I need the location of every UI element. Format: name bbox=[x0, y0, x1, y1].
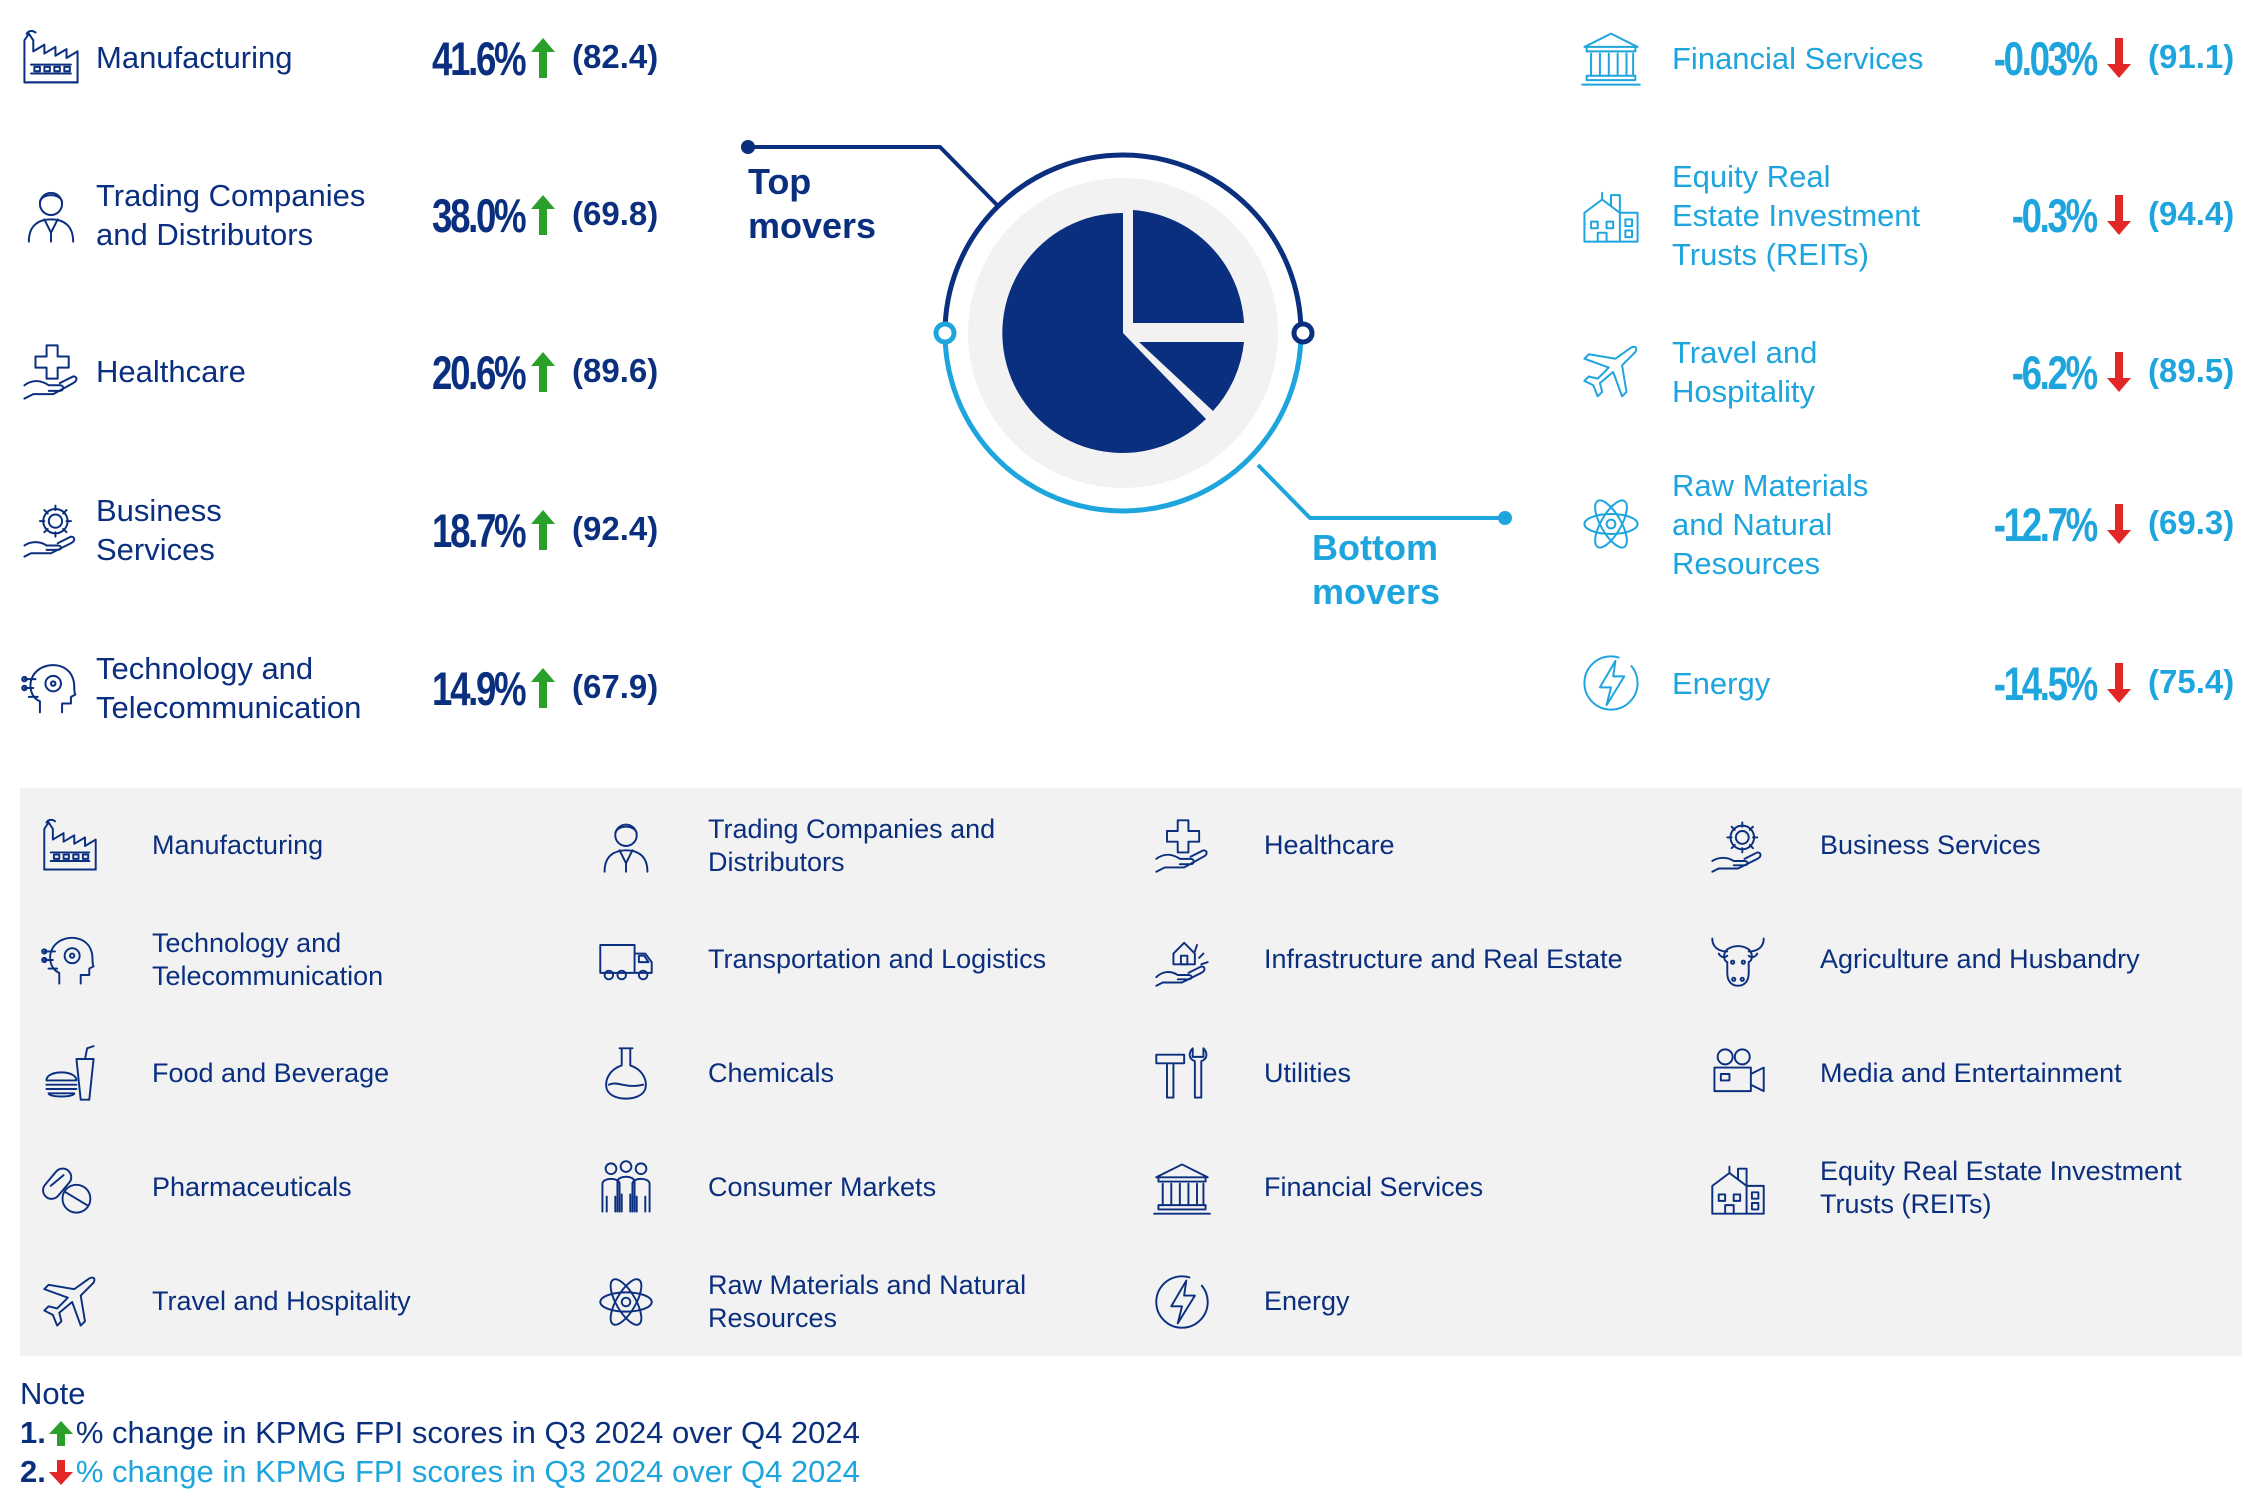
bottom-movers-title bbox=[1312, 526, 1440, 614]
bottom-mover-score: (91.1) bbox=[2148, 38, 2235, 75]
legend-label bbox=[1820, 1155, 2182, 1221]
gear-hand-icon bbox=[20, 499, 82, 561]
top-mover-percent: 18.7% bbox=[431, 503, 524, 557]
top-mover-change bbox=[406, 344, 524, 400]
legend-label bbox=[1264, 1285, 1350, 1318]
note-line1-number: 1. bbox=[20, 1415, 46, 1450]
top-mover-label bbox=[96, 491, 222, 569]
top-mover-label-line1: Technology and bbox=[96, 651, 314, 686]
legend-label-line1: Food and Beverage bbox=[152, 1058, 390, 1088]
bottom-mover-change bbox=[1965, 30, 2096, 86]
legend-label bbox=[708, 813, 995, 879]
note-title: Note bbox=[20, 1376, 86, 1411]
red-down-arrow-icon bbox=[46, 1457, 76, 1487]
legend-label bbox=[1820, 1057, 2122, 1090]
top-mover-percent: 14.9% bbox=[431, 661, 524, 715]
green-up-arrow-icon bbox=[530, 350, 556, 394]
legend-label-line1: Manufacturing bbox=[152, 830, 324, 860]
bottom-mover-label-line3: Resources bbox=[1672, 545, 1821, 581]
bottom-mover-score: (89.5) bbox=[2148, 352, 2235, 389]
bottom-mover-label bbox=[1672, 664, 1770, 703]
atom-icon bbox=[596, 1272, 656, 1332]
bottom-mover-change bbox=[1988, 344, 2096, 400]
bottom-movers-title-line1: Bottom bbox=[1312, 527, 1438, 568]
airplane-icon bbox=[40, 1272, 100, 1332]
top-mover-label-line1: Business bbox=[96, 493, 222, 528]
top-mover-label bbox=[96, 176, 365, 254]
red-down-arrow-icon bbox=[2106, 661, 2132, 705]
top-mover-label-line2: and Distributors bbox=[96, 217, 314, 252]
top-mover-label-line1: Trading Companies bbox=[96, 178, 366, 213]
top-mover-percent: 41.6% bbox=[431, 31, 524, 85]
legend-label bbox=[1820, 943, 2140, 976]
bank-icon bbox=[1152, 1158, 1212, 1218]
pills-icon bbox=[40, 1158, 100, 1218]
lightning-icon bbox=[1580, 652, 1642, 714]
legend-label bbox=[1264, 943, 1623, 976]
green-up-arrow-icon bbox=[46, 1418, 76, 1448]
note-section bbox=[20, 1374, 860, 1491]
note-line-up bbox=[20, 1413, 860, 1452]
bottom-mover-label bbox=[1672, 157, 1920, 274]
bottom-mover-change bbox=[1965, 496, 2096, 552]
bottom-mover-change bbox=[1988, 187, 2096, 243]
people-group-icon bbox=[596, 1158, 656, 1218]
red-down-arrow-icon bbox=[2106, 350, 2132, 394]
bottom-mover-label-line2: Hospitality bbox=[1672, 374, 1815, 409]
bottom-mover-label bbox=[1672, 333, 1817, 411]
bottom-mover-score: (69.3) bbox=[2148, 504, 2235, 541]
top-movers-title-line1: Top bbox=[748, 161, 812, 202]
legend-label-line1: Media and Entertainment bbox=[1820, 1058, 2122, 1088]
person-icon bbox=[20, 184, 82, 246]
bank-icon bbox=[1580, 27, 1642, 89]
person-icon bbox=[596, 816, 656, 876]
legend-label-line1: Business Services bbox=[1820, 830, 2041, 860]
legend-label bbox=[1264, 1171, 1483, 1204]
top-mover-arrow bbox=[530, 350, 556, 399]
bottom-mover-label-line1: Equity Real bbox=[1672, 158, 1831, 194]
bottom-mover-arrow bbox=[2106, 193, 2132, 242]
legend-label-line1: Equity Real Estate Investment bbox=[1820, 1156, 2182, 1186]
legend-label-line1: Agriculture and Husbandry bbox=[1820, 944, 2140, 974]
top-mover-percent: 38.0% bbox=[431, 188, 524, 242]
legend-label bbox=[152, 829, 323, 862]
red-down-arrow-icon bbox=[2106, 36, 2132, 80]
bottom-mover-label bbox=[1672, 466, 1868, 583]
top-mover-label bbox=[96, 352, 246, 391]
truck-icon bbox=[596, 930, 656, 990]
note-line1-text: % change in KPMG FPI scores in Q3 2024 over Q4 2024 bbox=[75, 1415, 860, 1450]
green-up-arrow-icon bbox=[530, 508, 556, 552]
legend-label bbox=[152, 1057, 389, 1090]
airplane-icon bbox=[1580, 341, 1642, 403]
legend-label-line2: Telecommunication bbox=[152, 961, 384, 991]
bottom-mover-label bbox=[1672, 39, 1924, 78]
bottom-mover-score: (75.4) bbox=[2148, 663, 2235, 700]
bottom-mover-percent: -14.5% bbox=[1993, 656, 2096, 710]
lightning-icon bbox=[1152, 1272, 1212, 1332]
top-movers-title bbox=[748, 160, 876, 248]
bottom-mover-change bbox=[1965, 655, 2096, 711]
top-mover-percent: 20.6% bbox=[431, 345, 524, 399]
legend-label-line2: Distributors bbox=[708, 847, 845, 877]
green-up-arrow-icon bbox=[530, 36, 556, 80]
legend-label bbox=[1264, 829, 1395, 862]
note-line-down bbox=[20, 1452, 860, 1491]
bottom-movers-title-line2: movers bbox=[1312, 571, 1441, 612]
bottom-mover-label-line1: Energy bbox=[1672, 665, 1771, 701]
tools-icon bbox=[1152, 1044, 1212, 1104]
legend-label-line2: Resources bbox=[708, 1303, 838, 1333]
red-down-arrow-icon bbox=[2106, 502, 2132, 546]
top-mover-score: (89.6) bbox=[572, 352, 659, 389]
legend-label-line1: Raw Materials and Natural bbox=[708, 1270, 1027, 1300]
bull-icon bbox=[1708, 930, 1768, 990]
legend-label-line2: Trusts (REITs) bbox=[1820, 1189, 1992, 1219]
factory-icon bbox=[40, 816, 100, 876]
legend-label bbox=[152, 1171, 352, 1204]
house-hand-icon bbox=[1152, 930, 1212, 990]
atom-icon bbox=[1580, 493, 1642, 555]
legend-label bbox=[1264, 1057, 1351, 1090]
legend-label-line1: Infrastructure and Real Estate bbox=[1264, 944, 1623, 974]
legend-label-line1: Chemicals bbox=[708, 1058, 835, 1088]
tech-head-icon bbox=[40, 930, 100, 990]
bottom-mover-label-line3: Trusts (REITs) bbox=[1672, 236, 1869, 272]
bottom-mover-percent: -0.3% bbox=[2011, 188, 2096, 242]
healthcare-hand-icon bbox=[20, 341, 82, 403]
top-mover-label-line1: Healthcare bbox=[96, 354, 246, 389]
top-mover-change bbox=[406, 30, 524, 86]
legend-label bbox=[708, 1269, 1026, 1335]
note-line2-number: 2. bbox=[20, 1454, 46, 1489]
bottom-mover-label-line1: Financial Services bbox=[1672, 40, 1924, 76]
legend-label-line1: Healthcare bbox=[1264, 830, 1395, 860]
green-up-arrow-icon bbox=[530, 193, 556, 237]
legend-label-line1: Transportation and Logistics bbox=[708, 944, 1047, 974]
top-mover-score: (67.9) bbox=[572, 668, 659, 705]
bottom-mover-label-line1: Travel and bbox=[1672, 335, 1818, 370]
top-mover-change bbox=[406, 502, 524, 558]
gear-hand-icon bbox=[1708, 816, 1768, 876]
legend-label-line1: Travel and Hospitality bbox=[152, 1286, 411, 1316]
top-mover-change bbox=[406, 187, 524, 243]
bottom-mover-label-line2: Estate Investment bbox=[1672, 197, 1921, 233]
top-mover-label-line2: Telecommunication bbox=[96, 690, 362, 725]
top-mover-label bbox=[96, 38, 292, 77]
legend-label-line1: Financial Services bbox=[1264, 1172, 1484, 1202]
top-mover-score: (82.4) bbox=[572, 38, 659, 75]
legend-label bbox=[708, 943, 1046, 976]
legend-label-line1: Pharmaceuticals bbox=[152, 1172, 352, 1202]
bottom-mover-percent: -12.7% bbox=[1993, 497, 2096, 551]
legend-label bbox=[1820, 829, 2041, 862]
bottom-mover-arrow bbox=[2106, 661, 2132, 710]
sector-legend bbox=[20, 788, 2242, 1356]
tech-head-icon bbox=[20, 657, 82, 719]
legend-label bbox=[152, 927, 383, 993]
top-mover-arrow bbox=[530, 508, 556, 557]
legend-label bbox=[708, 1171, 936, 1204]
bottom-mover-arrow bbox=[2106, 350, 2132, 399]
legend-label-line1: Energy bbox=[1264, 1286, 1350, 1316]
flask-icon bbox=[596, 1044, 656, 1104]
bottom-mover-arrow bbox=[2106, 502, 2132, 551]
healthcare-hand-icon bbox=[1152, 816, 1212, 876]
bottom-mover-percent: -0.03% bbox=[1993, 31, 2096, 85]
legend-label-line1: Technology and bbox=[152, 928, 342, 958]
legend-label bbox=[152, 1285, 411, 1318]
legend-label bbox=[708, 1057, 834, 1090]
red-down-arrow-icon bbox=[2106, 193, 2132, 237]
bottom-mover-score: (94.4) bbox=[2148, 195, 2235, 232]
note-line2-text: % change in KPMG FPI scores in Q3 2024 over Q4 2024 bbox=[75, 1454, 860, 1489]
factory-icon bbox=[20, 27, 82, 89]
top-movers-title-line2: movers bbox=[748, 205, 877, 246]
legend-label-line1: Consumer Markets bbox=[708, 1172, 937, 1202]
house-building-icon bbox=[1708, 1158, 1768, 1218]
top-mover-label-line2: Services bbox=[96, 532, 215, 567]
bottom-mover-label-line2: and Natural bbox=[1672, 506, 1833, 542]
top-mover-arrow bbox=[530, 193, 556, 242]
top-mover-arrow bbox=[530, 36, 556, 85]
house-building-icon bbox=[1580, 184, 1642, 246]
top-mover-label-line1: Manufacturing bbox=[96, 40, 293, 75]
bottom-mover-arrow bbox=[2106, 36, 2132, 85]
green-up-arrow-icon bbox=[530, 666, 556, 710]
top-mover-label bbox=[96, 649, 361, 727]
bottom-mover-label-line1: Raw Materials bbox=[1672, 467, 1869, 503]
top-mover-score: (69.8) bbox=[572, 195, 659, 232]
top-mover-score: (92.4) bbox=[572, 510, 659, 547]
top-mover-arrow bbox=[530, 666, 556, 715]
legend-label-line1: Utilities bbox=[1264, 1058, 1352, 1088]
top-mover-change bbox=[406, 660, 524, 716]
video-camera-icon bbox=[1708, 1044, 1768, 1104]
burger-drink-icon bbox=[40, 1044, 100, 1104]
bottom-mover-percent: -6.2% bbox=[2011, 345, 2096, 399]
legend-label-line1: Trading Companies and bbox=[708, 814, 996, 844]
